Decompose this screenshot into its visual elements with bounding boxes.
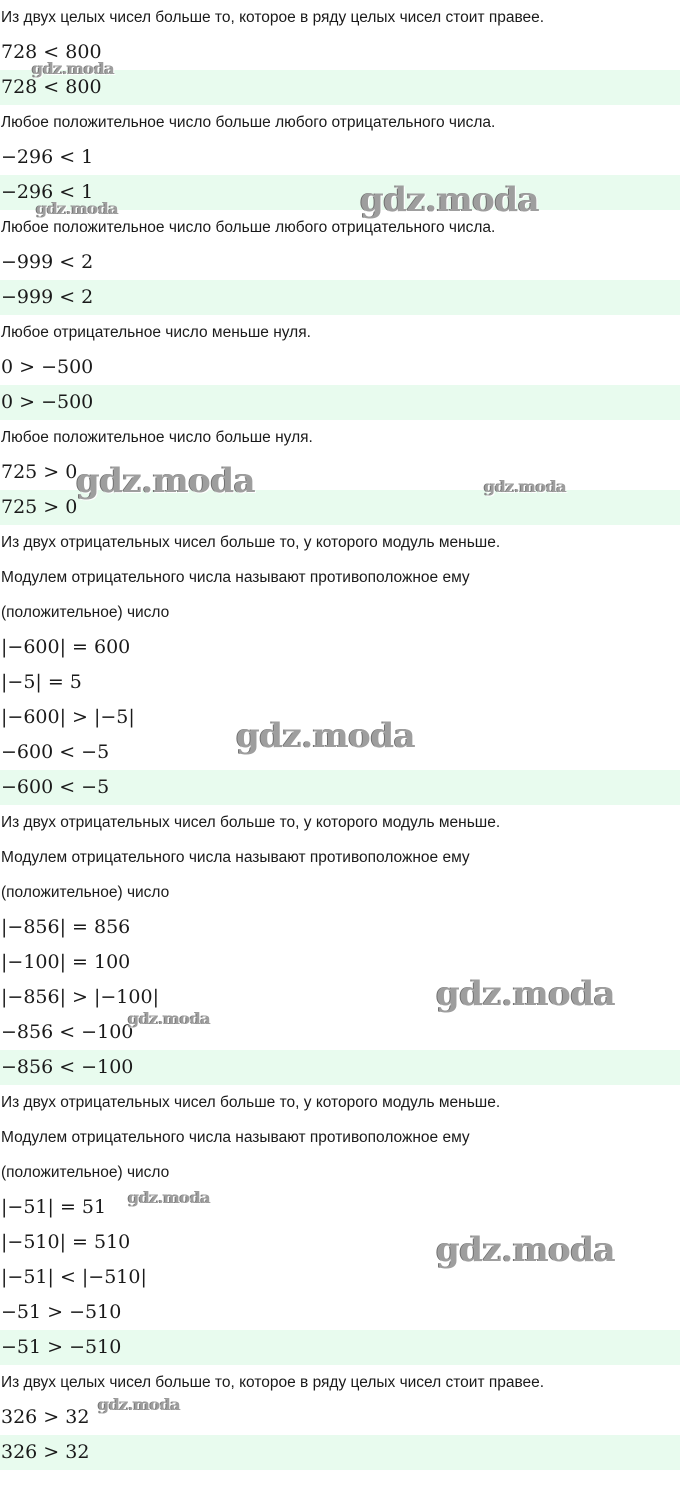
explanation-text: Модулем отрицательного числа называют противоположное ему — [1, 1129, 470, 1146]
math-line: |−5| = 5 — [1, 671, 82, 693]
math-line: |−856| > |−100| — [1, 986, 159, 1008]
explanation-text: Модулем отрицательного числа называют противоположное ему — [1, 569, 470, 586]
math-line: 0 > −500 — [1, 356, 94, 378]
explanation-text: Любое положительное число больше любого отрицательного числа. — [1, 114, 496, 131]
watermark: gdz.moda — [128, 1188, 211, 1207]
math-line: 326 > 32 — [1, 1406, 90, 1428]
explanation-text: Любое положительное число больше любого отрицательного числа. — [1, 219, 496, 236]
watermark: gdz.moda — [360, 180, 540, 220]
answer-line: 326 > 32 — [0, 1435, 680, 1470]
math-line: |−51| < |−510| — [1, 1266, 147, 1288]
explanation-text: (положительное) число — [1, 884, 170, 901]
watermark: gdz.moda — [128, 1009, 211, 1028]
math-line: |−51| = 51 — [1, 1196, 107, 1218]
math-line: |−100| = 100 — [1, 951, 131, 973]
explanation-text: Из двух отрицательных чисел больше то, у которого модуль меньше. — [1, 534, 501, 551]
watermark: gdz.moda — [76, 461, 256, 501]
watermark: gdz.moda — [98, 1395, 181, 1414]
math-line: −296 < 1 — [1, 146, 94, 168]
answer-line: 725 > 0 — [0, 490, 680, 525]
explanation-text: (положительное) число — [1, 1164, 170, 1181]
explanation-text: (положительное) число — [1, 604, 170, 621]
math-line: |−856| = 856 — [1, 916, 131, 938]
answer-line: −51 > −510 — [0, 1330, 680, 1365]
explanation-text: Любое положительное число больше нуля. — [1, 429, 313, 446]
answer-line: 0 > −500 — [0, 385, 680, 420]
explanation-text: Модулем отрицательного числа называют противоположное ему — [1, 849, 470, 866]
math-line: 725 > 0 — [1, 461, 78, 483]
explanation-text: Из двух целых чисел больше то, которое в ряду целых чисел стоит правее. — [1, 1374, 545, 1391]
answer-line: −600 < −5 — [0, 770, 680, 805]
math-line: |−600| > |−5| — [1, 706, 135, 728]
answer-line: 728 < 800 — [0, 70, 680, 105]
answer-line: −999 < 2 — [0, 280, 680, 315]
explanation-text: Из двух отрицательных чисел больше то, у которого модуль меньше. — [1, 814, 501, 831]
math-line: 728 < 800 — [1, 41, 102, 63]
watermark: gdz.moda — [484, 477, 567, 496]
answer-line: −296 < 1 — [0, 175, 680, 210]
math-line: |−600| = 600 — [1, 636, 131, 658]
watermark: gdz.moda — [36, 199, 119, 218]
explanation-text: Из двух целых чисел больше то, которое в ряду целых чисел стоит правее. — [1, 9, 545, 26]
watermark: gdz.moda — [436, 974, 616, 1014]
math-line: −999 < 2 — [1, 251, 94, 273]
watermark: gdz.moda — [236, 716, 416, 756]
math-line: |−510| = 510 — [1, 1231, 131, 1253]
math-line: −51 > −510 — [1, 1301, 122, 1323]
math-line: −856 < −100 — [1, 1021, 134, 1043]
math-line: −600 < −5 — [1, 741, 110, 763]
explanation-text: Любое отрицательное число меньше нуля. — [1, 324, 311, 341]
watermark: gdz.moda — [436, 1230, 616, 1270]
explanation-text: Из двух отрицательных чисел больше то, у которого модуль меньше. — [1, 1094, 501, 1111]
watermark: gdz.moda — [32, 59, 115, 78]
answer-line: −856 < −100 — [0, 1050, 680, 1085]
